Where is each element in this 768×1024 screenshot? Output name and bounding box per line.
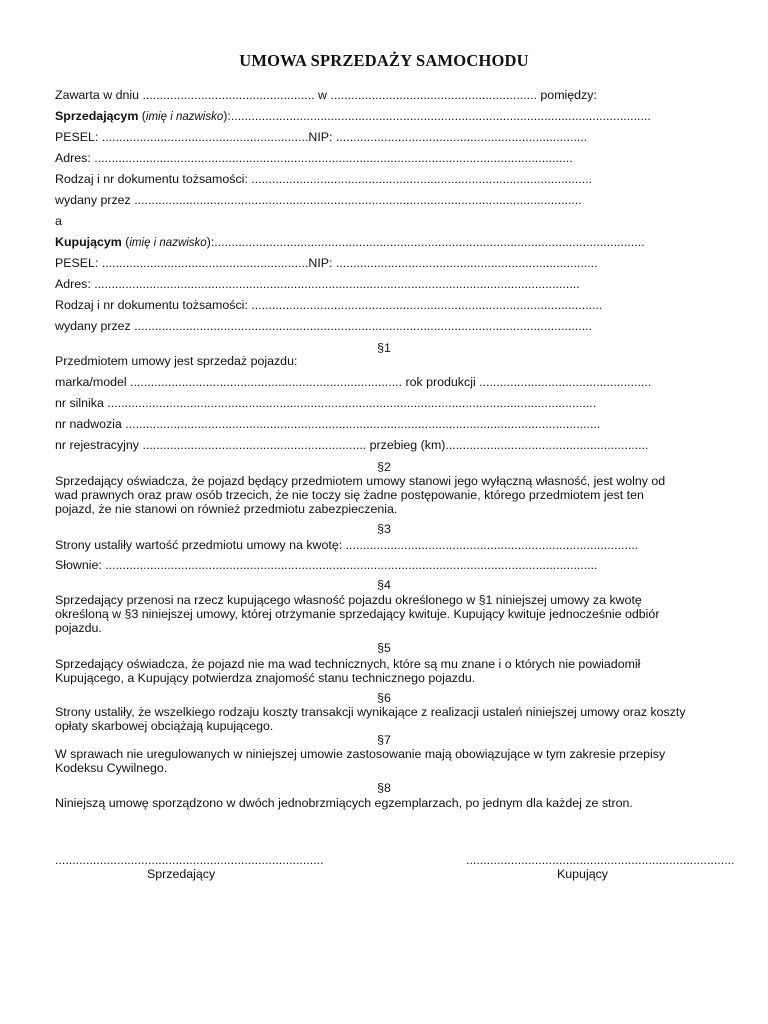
section-5-line-2: Kupującego, a Kupujący potwierdza znajomość stanu technicznego pojazdu. bbox=[55, 671, 476, 685]
vehicle-vin-line: nr nadwozia .......................................................................................................................................... bbox=[55, 417, 601, 431]
document-title: UMOWA SPRZEDAŻY SAMOCHODU bbox=[239, 51, 529, 70]
section-1-heading: §1 bbox=[377, 341, 391, 355]
section-8-heading: §8 bbox=[377, 781, 391, 795]
section-2-line-1: Sprzedający oświadcza, że pojazd będący przedmiotem umowy stanowi jego wyłączną własność, jest wolny od bbox=[55, 474, 666, 488]
seller-signature-line: .............................................................................. bbox=[55, 853, 324, 867]
seller-paren: ( bbox=[138, 109, 146, 123]
contract-date-place-line: Zawarta w dniu .................................................. w ............................................................ pomiędzy: bbox=[55, 88, 597, 102]
section-8-line-1: Niniejszą umowę sporządzono w dwóch jednobrzmiących egzemplarzach, po jednym dla każdej ze stron. bbox=[55, 796, 633, 810]
seller-address-line: Adres: ........................................................................................................................................... bbox=[55, 151, 573, 165]
conjunction-a: a bbox=[55, 214, 62, 228]
buyer-name-field: ):............................................................................................................................. bbox=[206, 235, 645, 249]
buyer-pesel-nip-line: PESEL: ............................................................NIP: ............................................................................ bbox=[55, 256, 598, 270]
section-4-line-2: określoną w §3 niniejszej umowy, której otrzymanie sprzedający kwituje. Kupujący kwituje jednocześnie odbiór bbox=[55, 607, 660, 621]
seller-name-hint: imię i nazwisko bbox=[145, 111, 224, 123]
section-6-line-1: Strony ustaliły, że wszelkiego rodzaju koszty transakcji wynikające z realizacji ustaleń niniejszej umowy oraz koszty bbox=[55, 705, 686, 719]
seller-id-document-line: Rodzaj i nr dokumentu tożsamości: ................................................................................................... bbox=[55, 172, 593, 186]
section-3-heading: §3 bbox=[377, 522, 391, 536]
buyer-label: Kupującym bbox=[55, 235, 122, 249]
section-4-line-3: pojazdu. bbox=[55, 621, 102, 635]
section-4-heading: §4 bbox=[377, 578, 391, 592]
buyer-id-document-line: Rodzaj i nr dokumentu tożsamości: ...................................................................................................... bbox=[55, 298, 603, 312]
seller-signature-label: Sprzedający bbox=[147, 867, 216, 881]
section-7-line-1: W sprawach nie uregulowanych w niniejszej umowie zastosowanie mają obowiązujące w tym zakresie przepisy bbox=[55, 747, 666, 761]
section-7-line-2: Kodeksu Cywilnego. bbox=[55, 761, 168, 775]
section-6-heading: §6 bbox=[377, 691, 391, 705]
section-7-heading: §7 bbox=[377, 733, 391, 747]
seller-name-field: ):.......................................................................................................................... bbox=[223, 109, 651, 123]
seller-name-line bbox=[55, 109, 651, 124]
buyer-name-hint: imię i nazwisko bbox=[129, 237, 207, 249]
buyer-signature-line: .............................................................................. bbox=[466, 853, 735, 867]
vehicle-intro-line: Przedmiotem umowy jest sprzedaż pojazdu: bbox=[55, 354, 298, 368]
section-2-heading: §2 bbox=[377, 460, 391, 474]
section-4-line-1: Sprzedający przenosi na rzecz kupującego własność pojazdu określonego w §1 niniejszej umowy za kwotę bbox=[55, 593, 642, 607]
price-in-words-line: Słownie: ............................................................................................................................................... bbox=[55, 558, 598, 572]
buyer-signature-label: Kupujący bbox=[557, 867, 608, 881]
vehicle-make-year-line: marka/model ............................................................................... rok produkcji .................................................. bbox=[55, 375, 652, 389]
seller-pesel-nip-line: PESEL: ............................................................NIP: ......................................................................... bbox=[55, 130, 588, 144]
section-5-line-1: Sprzedający oświadcza, że pojazd nie ma wad technicznych, które są mu znane i o których nie powiadomił bbox=[55, 657, 641, 671]
buyer-issued-by-line: wydany przez ..................................................................................................................................... bbox=[55, 319, 593, 333]
seller-label: Sprzedającym bbox=[55, 109, 139, 123]
buyer-address-line: Adres: ............................................................................................................................................. bbox=[55, 277, 580, 291]
vehicle-engine-number-line: nr silnika .............................................................................................................................................. bbox=[55, 396, 597, 410]
buyer-paren: ( bbox=[121, 235, 130, 249]
section-5-heading: §5 bbox=[377, 641, 391, 655]
section-2-line-3: pojazd, że nie stanowi on również przedmiotu zabezpieczenia. bbox=[55, 502, 398, 516]
section-6-line-2: opłaty skarbowej obciążają kupującego. bbox=[55, 719, 274, 733]
seller-issued-by-line: wydany przez .................................................................................................................................. bbox=[55, 193, 582, 207]
price-amount-line: Strony ustaliły wartość przedmiotu umowy na kwotę: ..................................................................................... bbox=[55, 538, 639, 552]
section-2-line-2: wad prawnych oraz praw osób trzecich, że nie toczy się żadne postępowanie, którego przedmiotem jest ten bbox=[55, 488, 644, 502]
vehicle-registration-mileage-line: nr rejestracyjny ................................................................. przebieg (km)........................................................... bbox=[55, 438, 649, 452]
buyer-name-line bbox=[55, 235, 645, 250]
